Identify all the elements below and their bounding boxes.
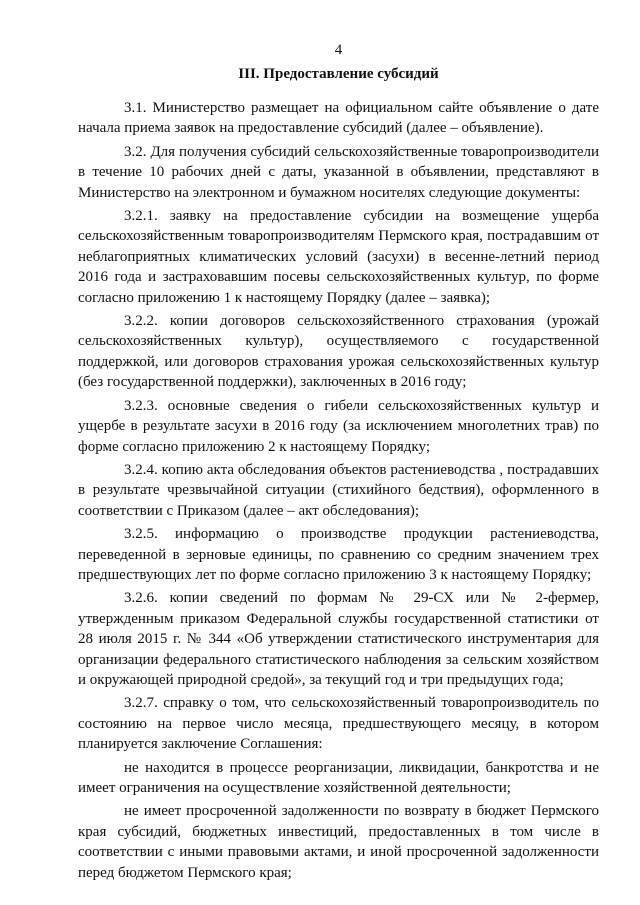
paragraph-3-2-3: 3.2.3. основные сведения о гибели сельскохозяйственных культур и ущербе в результате засухи в 2016 году (за исключением многолетних трав) по форме согласно приложению 2 к настоящему Порядку;	[78, 397, 599, 455]
paragraph-3-2-4: 3.2.4. копию акта обследования объектов растениеводства , пострадавших в результате чрезвычайной ситуации (стихийного бедствия), оформленного в соответствии с Приказом (далее – акт обследования);	[78, 461, 599, 519]
paragraph-3-2-1: 3.2.1. заявку на предоставление субсидии на возмещение ущерба сельскохозяйственным товаропроизводителям Пермского края, пострадавшим от неблагоприятных климатических условий (засухи) в весенне-летний период 2016 года и застраховавшим посевы сельскохозяйственных культур, по форме согласно приложению 1 к настоящему Порядку (далее – заявка);	[78, 208, 599, 306]
paragraph-condition-2: не имеет просроченной задолженности по возврату в бюджет Пермского края субсидий, бюджетных инвестиций, предоставленных в том числе в соответствии с иными правовыми актами, и иной просроченной задолженности перед бюджетом Пермского края;	[78, 803, 599, 881]
section-title: III. Предоставление субсидий	[238, 66, 439, 82]
paragraph-3-2: 3.2. Для получения субсидий сельскохозяйственные товаропроизводители в течение 10 рабочих дней с даты, указанной в объявлении, представляют в Министерство на электронном и бумажном носителях следующие документы:	[78, 143, 599, 201]
paragraph-3-2-6: 3.2.6. копии сведений по формам № 29-СХ или № 2-фермер, утвержденным приказом Федеральной службы государственной статистики от 28 июля 2015 г. № 344 «Об утверждении статистического инструментария для организации федерального статистического наблюдения за сельским хозяйством и окружающей природной средой», за текущий год и три предыдущих года;	[78, 590, 599, 688]
paragraph-condition-1: не находится в процессе реорганизации, ликвидации, банкротства и не имеет ограничения на осуществление хозяйственной деятельности;	[78, 759, 599, 796]
page-number: 4	[334, 42, 343, 58]
paragraph-3-2-5: 3.2.5. информацию о производстве продукции растениеводства, переведенной в зерновые единицы, по сравнению со средним значением трех предшествующих лет по форме согласно приложению 3 к настоящему Порядку;	[78, 526, 599, 583]
paragraph-3-1: 3.1. Министерство размещает на официальном сайте объявление о дате начала приема заявок на предоставление субсидий (далее – объявление).	[78, 100, 599, 137]
document-page	[78, 40, 599, 886]
paragraph-3-2-2: 3.2.2. копии договоров сельскохозяйственного страхования (урожай сельскохозяйственных культур), осуществляемого с государственной поддержкой, или договоров страхования урожая сельскохозяйственных культур (без государственной поддержки), заключенных в 2016 году;	[78, 313, 599, 391]
paragraph-3-2-7: 3.2.7. справку о том, что сельскохозяйственный товаропроизводитель по состоянию на первое число месяца, предшествующего месяцу, в котором планируется заключение Соглашения:	[78, 695, 599, 753]
